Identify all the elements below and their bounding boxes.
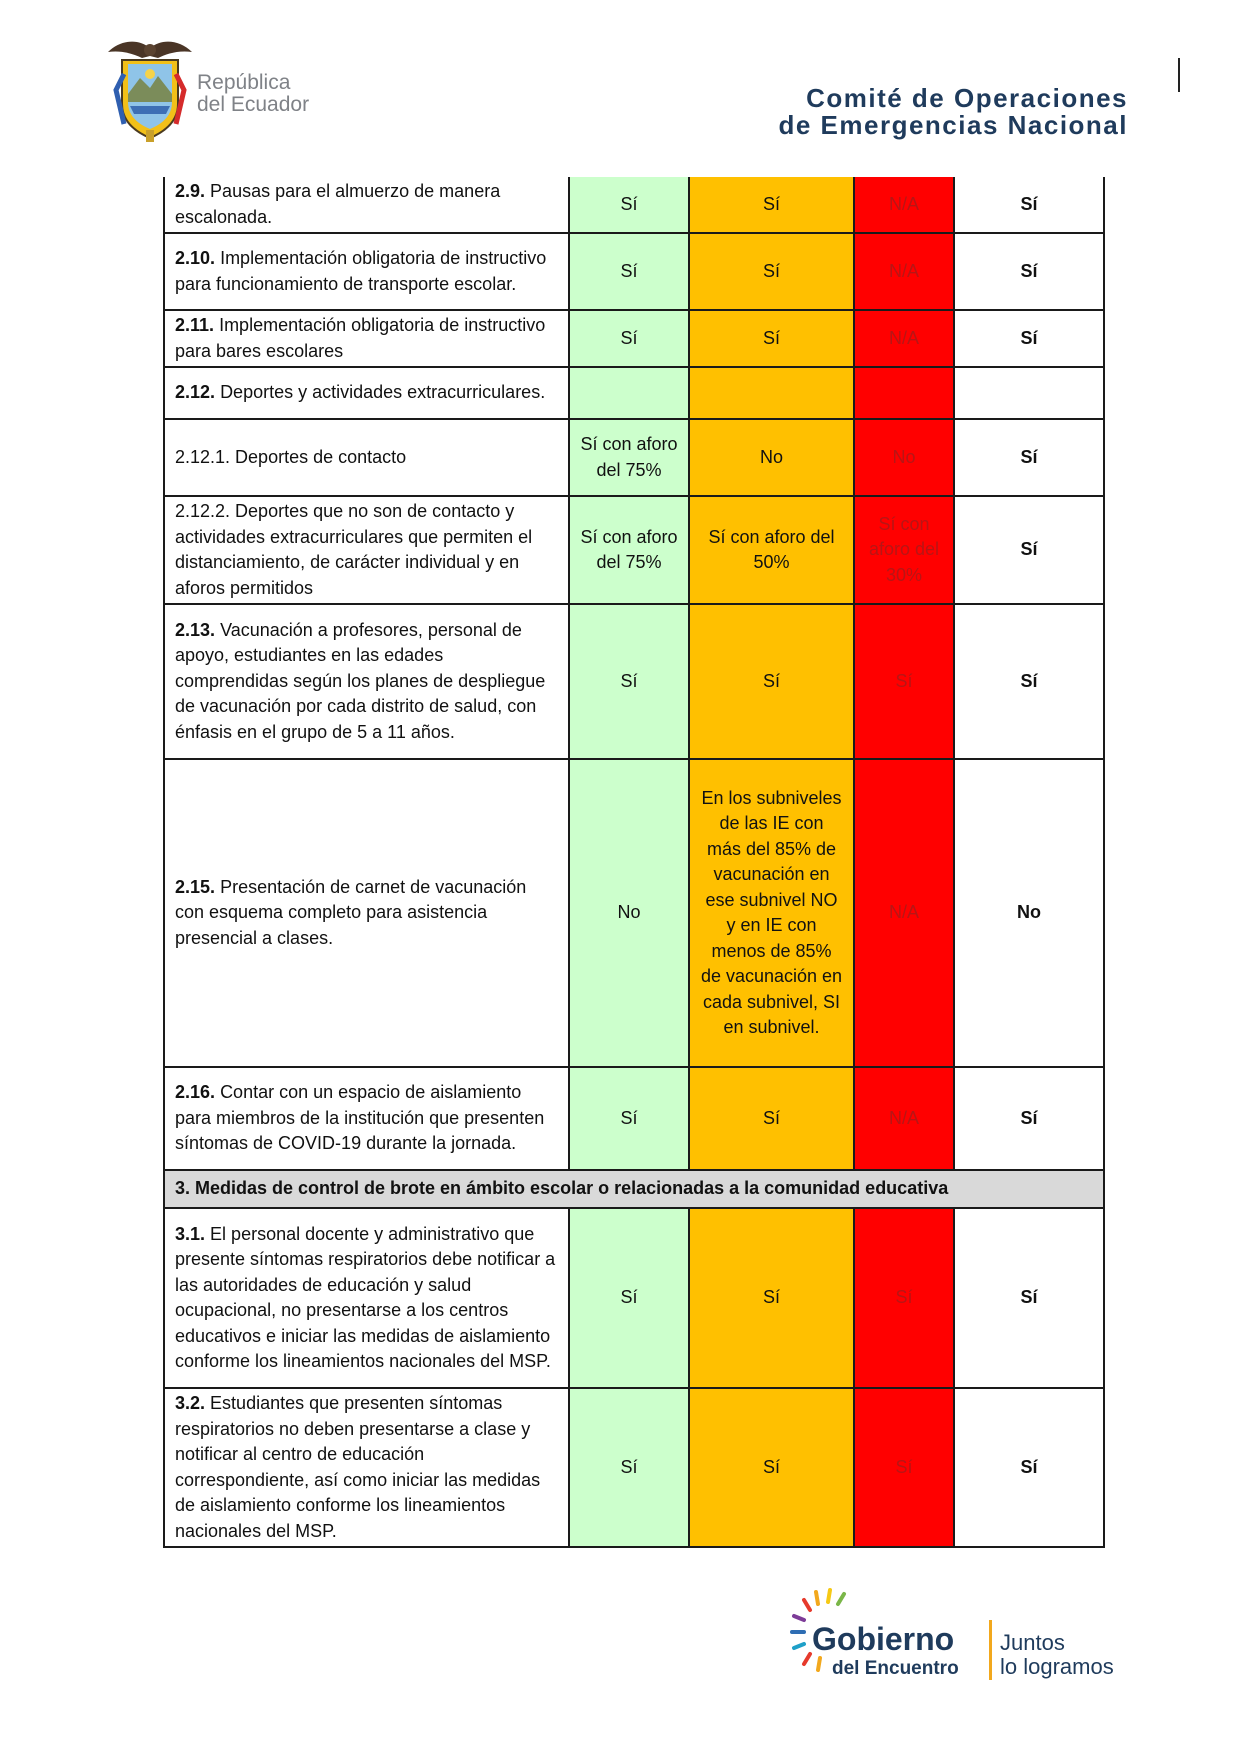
row-text: Implementación obligatoria de instructivo para bares escolares: [175, 315, 546, 361]
final-cell: No: [954, 759, 1104, 1067]
row-description: [164, 367, 569, 419]
row-description: [164, 233, 569, 310]
coe-title: [778, 85, 1128, 139]
red-phase-cell: Sí con aforo del 30%: [854, 496, 954, 604]
table-row: [164, 496, 1104, 604]
row-number: 2.16.: [175, 1082, 216, 1103]
republica-line-2: del Ecuador: [197, 93, 310, 116]
green-phase-cell: Sí con aforo del 75%: [569, 419, 689, 496]
row-text: Implementación obligatoria de instructivo para funcionamiento de transporte escolar.: [175, 248, 547, 294]
orange-phase-cell: Sí: [689, 604, 854, 759]
green-phase-cell: Sí: [569, 604, 689, 759]
row-number: 2.10.: [175, 248, 216, 268]
table-row: [164, 1208, 1104, 1388]
green-phase-cell: Sí: [569, 1388, 689, 1547]
table-row: [164, 419, 1104, 496]
coat-of-arms-logo: [100, 34, 200, 144]
final-cell: Sí: [954, 1208, 1104, 1388]
row-description: [164, 1208, 569, 1388]
divider-bar: [989, 1620, 992, 1680]
row-text: 2.12.2. Deportes que no son de contacto y actividades extracurriculares que permiten el distanciamiento, de carácter individual y en aforos permitidos: [175, 501, 533, 598]
text-cursor-mark: [1178, 58, 1180, 92]
red-phase-cell: N/A: [854, 310, 954, 367]
final-cell: Sí: [954, 496, 1104, 604]
orange-phase-cell: Sí: [689, 1208, 854, 1388]
row-description: [164, 310, 569, 367]
republica-del-ecuador-label: [197, 72, 309, 116]
green-phase-cell: Sí: [569, 1067, 689, 1170]
red-phase-cell: Sí: [854, 1388, 954, 1547]
red-phase-cell: N/A: [854, 233, 954, 310]
orange-phase-cell: Sí: [689, 310, 854, 367]
row-description: [164, 177, 569, 233]
orange-phase-cell: En los subniveles de las IE con más del 85% de vacunación en ese subnivel NO y en IE con menos de 85% de vacunación en cada subnivel, SI en subnivel.: [689, 759, 854, 1067]
row-text: El personal docente y administrativo que presente síntomas respiratorios debe notificar a las autoridades de educación y salud ocupacional, no presentarse a los centros educativos e iniciar las medidas de aislamiento conforme los lineamientos nacionales del MSP.: [175, 1223, 556, 1371]
table-row: [164, 604, 1104, 759]
table-row: [164, 759, 1104, 1067]
juntos-word: Juntos: [1000, 1630, 1065, 1655]
row-text: Vacunación a profesores, personal de apoyo, estudiantes en las edades comprendidas según los planes de despliegue de vacunación por cada distrito de salud, con énfasis en el grupo de 5 a 11 años.: [175, 619, 546, 742]
final-cell: Sí: [954, 419, 1104, 496]
row-number: 2.12.: [175, 382, 216, 403]
table-row: [164, 310, 1104, 367]
coe-line-1: Comité de Operaciones: [806, 83, 1128, 113]
table-row: [164, 1388, 1104, 1547]
row-text: Presentación de carnet de vacunación con esquema completo para asistencia presencial a clases.: [175, 876, 527, 948]
row-text: Pausas para el almuerzo de manera escalonada.: [175, 181, 501, 227]
orange-phase-cell: Sí: [689, 177, 854, 233]
coe-line-2: de Emergencias Nacional: [778, 110, 1128, 140]
orange-phase-cell: Sí: [689, 233, 854, 310]
table-row: [164, 367, 1104, 419]
green-phase-cell: Sí: [569, 1208, 689, 1388]
green-phase-cell: No: [569, 759, 689, 1067]
row-description: [164, 1067, 569, 1170]
table-row: [164, 233, 1104, 310]
row-number: 3.2.: [175, 1393, 206, 1413]
row-description: [164, 759, 569, 1067]
row-number: 2.13.: [175, 619, 216, 640]
section-3-title: 3. Medidas de control de brote en ámbito escolar o relacionadas a la comunidad educativa: [164, 1170, 1104, 1208]
row-text: 2.12.1. Deportes de contacto: [175, 446, 407, 467]
orange-phase-cell: Sí con aforo del 50%: [689, 496, 854, 604]
row-text: Contar con un espacio de aislamiento para miembros de la institución que presenten síntomas de COVID-19 durante la jornada.: [175, 1082, 545, 1154]
table-row: [164, 1067, 1104, 1170]
final-cell: Sí: [954, 177, 1104, 233]
lo-logramos-word: lo logramos: [1000, 1654, 1114, 1679]
row-text: Deportes y actividades extracurriculares.: [220, 382, 546, 403]
row-description: [164, 604, 569, 759]
row-description: [164, 419, 569, 496]
final-cell: Sí: [954, 310, 1104, 367]
red-phase-cell: N/A: [854, 177, 954, 233]
final-cell: Sí: [954, 233, 1104, 310]
row-number: 3.1.: [175, 1223, 206, 1244]
measures-table: [163, 177, 1105, 1548]
red-phase-cell: Sí: [854, 1208, 954, 1388]
del-encuentro-word: del Encuentro: [832, 1658, 959, 1679]
orange-phase-cell: Sí: [689, 1388, 854, 1547]
final-cell: Sí: [954, 1388, 1104, 1547]
red-phase-cell: Sí: [854, 604, 954, 759]
gobierno-del-encuentro-logo: [782, 1580, 1122, 1680]
red-phase-cell: N/A: [854, 1067, 954, 1170]
row-description: [164, 496, 569, 604]
green-phase-cell: Sí: [569, 177, 689, 233]
red-phase-cell: No: [854, 419, 954, 496]
row-description: [164, 1388, 569, 1547]
final-cell: [954, 367, 1104, 419]
row-number: 2.15.: [175, 876, 216, 897]
red-phase-cell: N/A: [854, 759, 954, 1067]
green-phase-cell: Sí con aforo del 75%: [569, 496, 689, 604]
orange-phase-cell: [689, 367, 854, 419]
green-phase-cell: Sí: [569, 310, 689, 367]
final-cell: Sí: [954, 604, 1104, 759]
row-number: 2.11.: [175, 315, 215, 335]
red-phase-cell: [854, 367, 954, 419]
green-phase-cell: Sí: [569, 233, 689, 310]
final-cell: Sí: [954, 1067, 1104, 1170]
gobierno-word: Gobierno: [812, 1621, 955, 1657]
republica-line-1: República: [197, 71, 291, 94]
row-text: Estudiantes que presenten síntomas respiratorios no deben presentarse a clase y notificar al centro de educación correspondiente, así como iniciar las medidas de aislamiento conforme los lineamientos nacionales del MSP.: [175, 1393, 541, 1541]
section-header-row: [164, 1170, 1104, 1208]
table-row: [164, 177, 1104, 233]
row-number: 2.9.: [175, 181, 206, 201]
green-phase-cell: [569, 367, 689, 419]
orange-phase-cell: Sí: [689, 1067, 854, 1170]
orange-phase-cell: No: [689, 419, 854, 496]
